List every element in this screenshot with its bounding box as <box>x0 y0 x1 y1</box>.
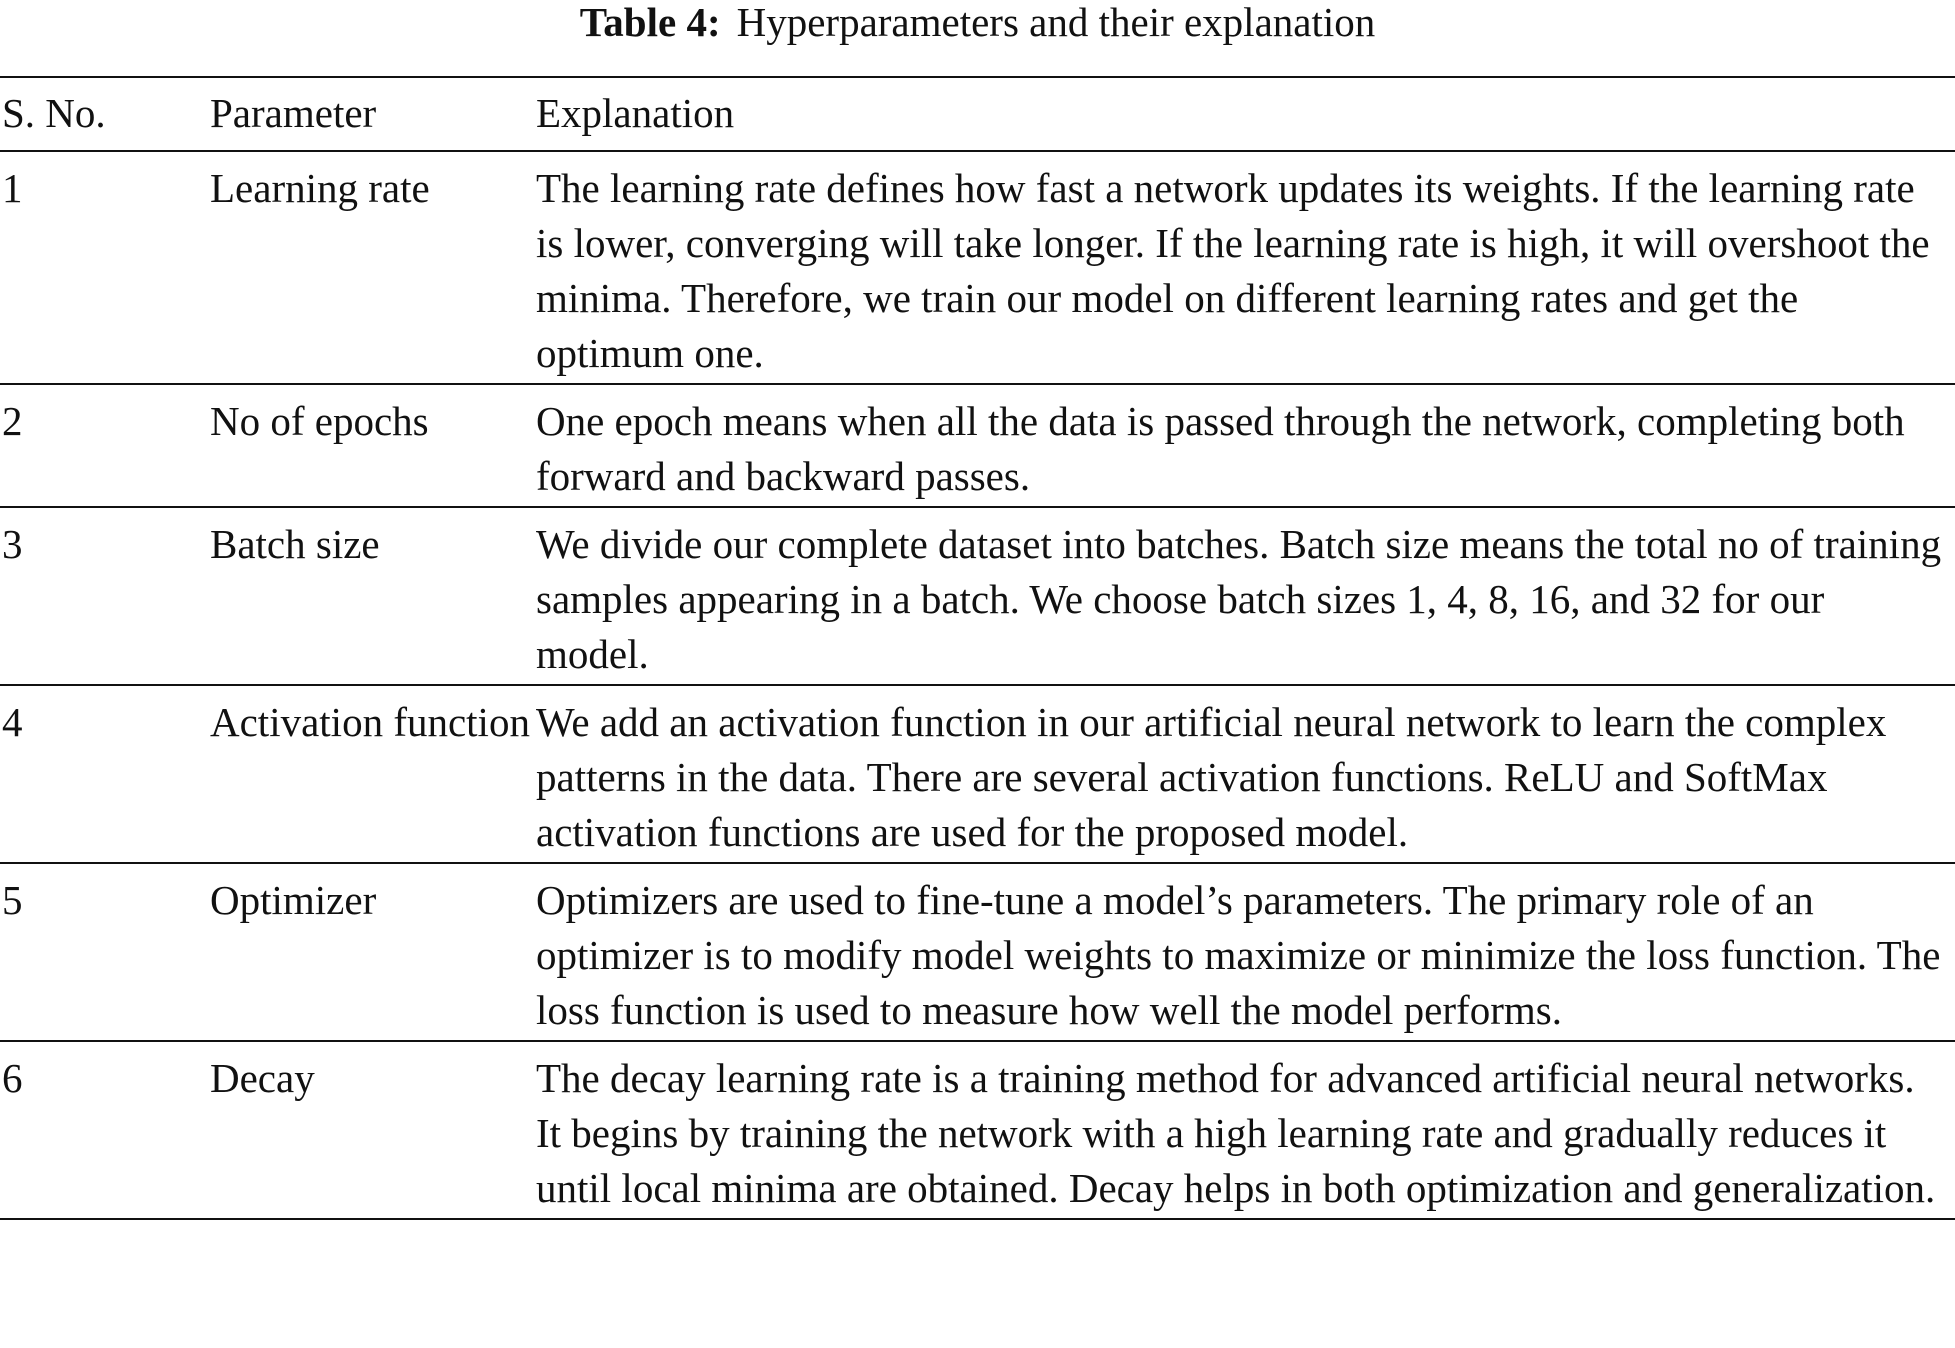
row-explanation: We divide our complete dataset into batches. Batch size means the total no of training samples appearing in a batch. We choose batch sizes 1, 4, 8, 16, and 32 for our model. <box>536 521 1942 677</box>
table-caption-text: Hyperparameters and their explanation <box>736 0 1376 45</box>
row-serial-number: 5 <box>2 877 23 923</box>
table-header-row <box>0 77 1955 151</box>
header-explanation: Explanation <box>536 90 735 136</box>
row-explanation: The learning rate defines how fast a network updates its weights. If the learning rate is lower, converging will take longer. If the learning rate is high, it will overshoot the minima. Therefore, we train our model on different learning rates and get the optimum one. <box>536 165 1930 376</box>
row-parameter: Learning rate <box>210 165 430 211</box>
row-explanation: Optimizers are used to fine-tune a model’s parameters. The primary role of an optimizer is to modify model weights to maximize or minimize the loss function. The loss function is used to measure how well the model performs. <box>536 877 1941 1033</box>
row-explanation: One epoch means when all the data is passed through the network, completing both forward and backward passes. <box>536 398 1905 499</box>
row-explanation: The decay learning rate is a training method for advanced artificial neural networks. It begins by training the network with a high learning rate and gradually reduces it until local minima are obtained. Decay helps in both optimization and generalization. <box>536 1055 1936 1211</box>
table-row <box>0 863 1955 1041</box>
row-parameter: Activation function <box>210 699 530 745</box>
hyperparameters-table <box>0 76 1955 1220</box>
header-parameter: Parameter <box>210 90 377 136</box>
row-serial-number: 1 <box>2 165 23 211</box>
table-row <box>0 384 1955 507</box>
row-serial-number: 6 <box>2 1055 23 1101</box>
row-parameter: No of epochs <box>210 398 429 444</box>
row-parameter: Decay <box>210 1055 315 1101</box>
table-caption <box>0 0 1955 44</box>
row-explanation: We add an activation function in our artificial neural network to learn the complex patterns in the data. There are several activation functions. ReLU and SoftMax activation functions are used for the proposed model. <box>536 699 1887 855</box>
table-row <box>0 507 1955 685</box>
table-row <box>0 151 1955 384</box>
table-caption-label: Table 4: <box>579 0 721 45</box>
row-parameter: Batch size <box>210 521 380 567</box>
header-serial-number: S. No. <box>2 90 106 136</box>
row-parameter: Optimizer <box>210 877 377 923</box>
table-row <box>0 1041 1955 1219</box>
row-serial-number: 4 <box>2 699 23 745</box>
row-serial-number: 2 <box>2 398 23 444</box>
table-row <box>0 685 1955 863</box>
row-serial-number: 3 <box>2 521 23 567</box>
